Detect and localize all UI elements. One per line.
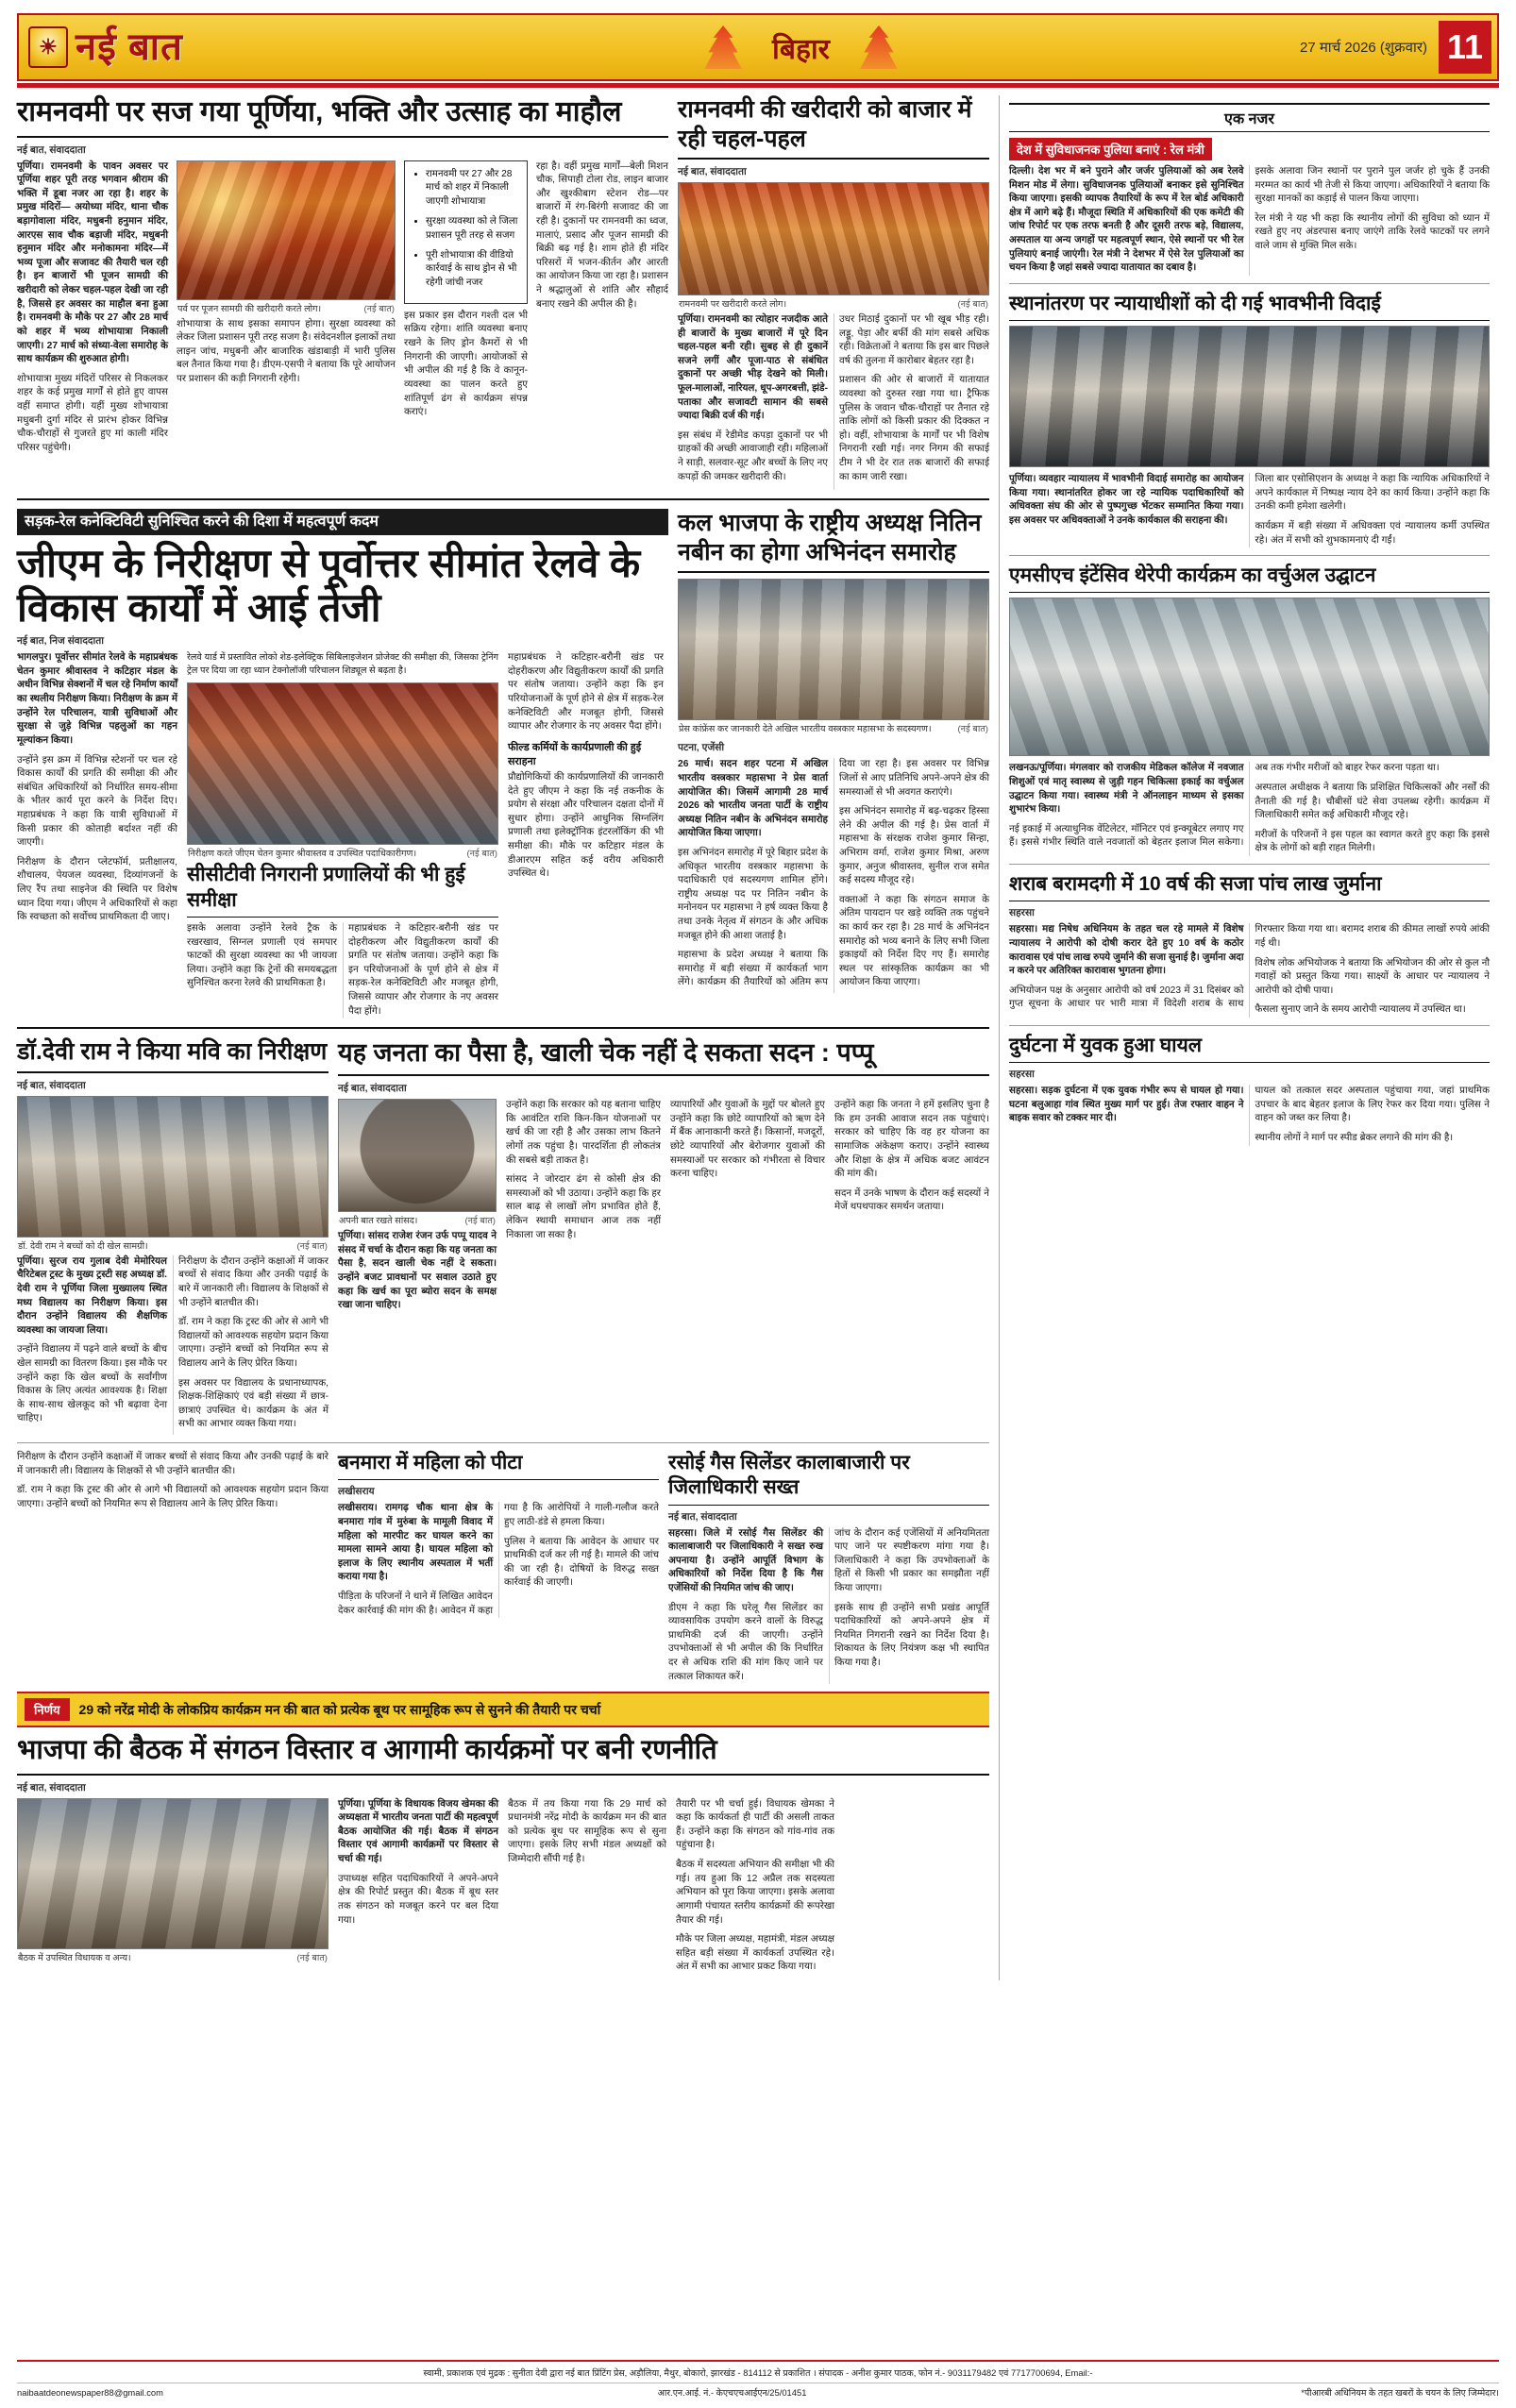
story-paragraph: सांसद ने जोरदार ढंग से कोसी क्षेत्र की समस्याओं को भी उठाया। उन्होंने कहा कि हर साल बाढ़ से लाखों लोग प्रभावित होते हैं, लेकिन स्थायी समाधान आज तक नहीं निकाला जा सका है। <box>506 1174 661 1240</box>
caption-text: बैठक में उपस्थित विधायक व अन्य। <box>18 1952 131 1963</box>
photo-credit: (नई बात) <box>466 849 497 860</box>
masthead-brand <box>19 26 302 68</box>
contact-email: naibaatdeonewspaper88@gmail.com <box>17 2387 163 2398</box>
caption-text: डॉ. देवी राम ने बच्चों को दी खेल सामग्री। <box>18 1240 148 1252</box>
story-paragraph: जिला बार एसोसिएशन के अध्यक्ष ने कहा कि न्यायिक अधिकारियों ने अपने कार्यकाल में निष्पक्ष न्याय देने का कार्य किया। उन्होंने कहा कि उनकी कमी हमेशा खलेगी। <box>1255 474 1490 513</box>
byline: लखीसराय <box>338 1486 375 1498</box>
story-paragraph: महासभा के प्रदेश अध्यक्ष ने बताया कि समारोह में बड़ी संख्या में कार्यकर्ता भाग लेंगे। कार्यक्रम की तैयारियों को अंतिम रूप दिया जा रहा है। इस अवसर पर विभिन्न जिलों से आए प्रतिनिधि अपने-अपने क्षेत्र की समस्याओं से भी अवगत कराएंगे। <box>678 759 989 988</box>
right-rail <box>999 95 1490 1980</box>
story-paragraph: शोभायात्रा के साथ इसका समापन होगा। सुरक्षा व्यवस्था को लेकर जिला प्रशासन पूरी तरह सजग है। संवेदनशील इलाकों तथा लाइन जांच, मधुबनी और बाजारिक खंडाबाड़ी में भारी पुलिस बल तैनात किया गया है। डीएम-एसपी ने बताया कि पूरे आयोजन पर प्रशासन की कड़ी निगरानी रहेगी। <box>177 318 396 385</box>
story-paragraph: इस अवसर पर विद्यालय के प्रधानाध्यापक, शिक्षक-शिक्षिकाएं एवं बड़ी संख्या में छात्र-छात्राएं उपस्थित थे। कार्यक्रम के अंत में सभी का आभार व्यक्त किया गया। <box>178 1377 328 1430</box>
photo-caption <box>678 720 989 738</box>
temple-icon <box>699 25 748 69</box>
photo-credit: (नई बात) <box>464 1216 496 1227</box>
photo-caption <box>17 1238 328 1255</box>
story-paragraph: सहरसा। सड़क दुर्घटना में एक युवक गंभीर रूप से घायल हो गया। घटना बलुआहा गांव स्थित मुख्य मार्ग पर हुई। तेज रफ्तार वाहन ने बाइक सवार को टक्कर मार दी। <box>1009 1086 1244 1124</box>
hospital-icu-photo <box>1009 598 1490 756</box>
devi-ram-story <box>17 1037 328 1435</box>
photo-caption <box>17 1949 328 1967</box>
photo-credit: (नई बात) <box>363 303 395 314</box>
story-paragraph: इस अभिनंदन समारोह में बढ़-चढ़कर हिस्सा लेने की अपील की गई है। प्रेस वार्ता में महासभा के संरक्षक राजेश कुमार सिन्हा, अभिराम वर्मा, राजेश कुमार मिश्रा, अरुण कुमार, अनुज श्रीवास्तव, सुनील राज समेत कई सदस्य मौजूद रहे। <box>839 806 989 886</box>
story-paragraph: उधर मिठाई दुकानों पर भी खूब भीड़ रही। लड्डू, पेड़ा और बर्फी की मांग सबसे अधिक रही। विक्रेताओं ने बताया कि इस बार पिछले वर्ष की तुलना में कारोबार बेहतर रहा है। <box>839 314 989 366</box>
story-paragraph: इस अभिनंदन समारोह में पूरे बिहार प्रदेश के अधिकृत भारतीय वस्त्रकार महासभा के पदाधिकारी एवं सदस्यगण शामिल होंगे। राष्ट्रीय अध्यक्ष पद पर नितिन नबीन के मनोनयन पर महासभा ने हर्ष व्यक्त किया है तथा उनके नेतृत्व में संगठन के और अधिक मजबूत होने की आशा जताई है। <box>678 847 828 941</box>
page-footer <box>17 2360 1499 2399</box>
byline: नई बात, निज संवाददाता <box>17 635 104 648</box>
story-headline: जीएम के निरीक्षण से पूर्वोत्तर सीमांत रेलवे के विकास कार्यों में आई तेजी <box>17 540 641 631</box>
byline: पटना, एजेंसी <box>678 742 725 754</box>
story-paragraph: सहरसा। मद्य निषेध अधिनियम के तहत चल रहे मामले में विशेष न्यायालय ने आरोपी को दोषी करार देते हुए 10 वर्ष के कठोर कारावास एवं पांच लाख रुपये जुर्माने की सजा सुनाई है। जुर्माना अदा न करने पर अतिरिक्त कारावास भुगतना होगा। <box>1009 924 1244 977</box>
story-paragraph: पूर्णिया। रामनवमी का त्योहार नजदीक आते ही बाजारों के मुख्य बाजारों में पूरे दिन चहल-पहल बनी रही। सुबह से ही दुकानें सजने लगीं और पूजा-पाठ से संबंधित दुकानों पर अच्छी भीड़ देखने को मिली। फूल-मालाओं, नारियल, धूप-अगरबत्ती, झंडे-पताका और सजावटी सामान की सबसे ज्यादा बिक्री दर्ज की गई। <box>678 314 828 422</box>
story-paragraph: अभियोजन पक्ष के अनुसार आरोपी को वर्ष 2023 में 31 दिसंबर को गुप्त सूचना के आधार पर भारी मात्रा में विदेशी शराब के साथ गिरफ्तार किया गया था। बरामद शराब की कीमत लाखों रुपये आंकी गई थी। <box>1009 924 1490 1010</box>
story-paragraph: बैठक में तय किया गया कि 29 मार्च को प्रधानमंत्री नरेंद्र मोदी के कार्यक्रम मन की बात को प्रत्येक बूथ पर सामूहिक रूप से सुना जाएगा। इसके लिए सभी मंडल अध्यक्षों को जिम्मेदारी सौंपी गई है। <box>508 1798 666 1865</box>
market-crowd-photo <box>678 182 989 295</box>
pappu-story <box>338 1037 989 1435</box>
photo-credit: (नई बात) <box>296 1240 328 1252</box>
strip-tag: निर्णय <box>25 1698 70 1721</box>
story-paragraph: इसके साथ ही उन्होंने सभी प्रखंड आपूर्ति पदाधिकारियों को अपने-अपने क्षेत्र में नियमित निगरानी रखने का निर्देश दिया है। शिकायत के लिए नियंत्रण कक्ष भी स्थापित किया गया है। <box>834 1602 989 1669</box>
byline: सहरसा <box>1009 907 1035 919</box>
accident-headline: दुर्घटना में युवक हुआ घायल <box>1009 1034 1490 1063</box>
photo-caption <box>187 845 498 863</box>
story-paragraph: सहरसा। जिले में रसोई गैस सिलेंडर की कालाबाजारी पर जिलाधिकारी ने सख्त रुख अपनाया है। उन्होंने आपूर्ति विभाग के अधिकारियों को निर्देश दिया है कि गैस एजेंसियों की नियमित जांच की जाए। <box>668 1527 823 1593</box>
photo-credit: (नई बात) <box>957 724 988 735</box>
masthead-rule <box>17 83 1499 88</box>
bjp-meeting-photo <box>17 1798 328 1949</box>
story-paragraph: शोभायात्रा मुख्य मंदिरों परिसर से निकलकर शहर के कई प्रमुख मार्गों से होते हुए वापस वहीं समाप्त होगी। यहीं मुख्य शोभायात्रा मधुबनी दुर्गा मंदिर से प्रारंभ होकर विभिन्न चौक-चौराहों से गुजरते हुए मां काली मंदिर परिसर पहुंचेगी। <box>17 373 168 453</box>
story-paragraph: महाप्रबंधक ने कटिहार-बरौनी खंड पर दोहरीकरण और विद्युतीकरण कार्यों की प्रगति पर संतोष जताया। उन्होंने कहा कि इन परियोजनाओं के पूर्ण होने से क्षेत्र में सड़क-रेल कनेक्टिविटी और मजबूत होगी, जिससे व्यापार और रोजगार के नए अवसर पैदा होंगे। <box>348 922 498 1017</box>
story-paragraph: निरीक्षण के दौरान उन्होंने कक्षाओं में जाकर बच्चों से संवाद किया और उनकी पढ़ाई के बारे में जानकारी ली। विद्यालय के शिक्षकों से भी उन्होंने बातचीत की। <box>178 1255 328 1308</box>
story-paragraph: पीड़िता के परिजनों ने थाने में लिखित आवेदन देकर कार्रवाई की मांग की है। आवेदन में कहा गया है कि आरोपियों ने गाली-गलौज करते हुए लाठी-डंडे से हमला किया। <box>338 1503 659 1616</box>
bjp-state-story <box>678 509 989 1019</box>
caption-text: निरीक्षण करते जीएम चेतन कुमार श्रीवास्तव व उपस्थित पदाधिकारीगण। <box>188 849 417 860</box>
photo-caption <box>678 295 989 313</box>
bjp-meeting-story <box>17 1734 989 1980</box>
story-paragraph: जांच के दौरान कई एजेंसियों में अनियमितता पाए जाने पर स्पष्टीकरण मांगा गया है। जिलाधिकारी ने कहा कि उपभोक्ताओं के हितों से किसी भी प्रकार का समझौता नहीं किया जाएगा। <box>834 1527 989 1593</box>
caption-text: पर्व पर पूजन सामग्री की खरीदारी करते लोग। <box>177 303 322 314</box>
story-paragraph: वक्ताओं ने कहा कि संगठन समाज के अंतिम पायदान पर खड़े व्यक्ति तक पहुंचने का कार्य कर रहा है। 28 मार्च के अभिनंदन समारोह को भव्य बनाने के लिए सभी जिला इकाइयों को निर्देश दिए गए हैं। समारोह स्थल पर सांस्कृतिक कार्यक्रम का भी आयोजन किया जाएगा। <box>839 894 989 988</box>
page-number: 11 <box>1439 21 1491 74</box>
prb-note: *पीआरबी अधिनियम के तहत खबरों के चयन के लिए जिम्मेदार। <box>1301 2387 1499 2398</box>
mp-portrait-photo <box>338 1099 497 1212</box>
byline: नई बात, संवाददाता <box>668 1510 737 1523</box>
story-paragraph: उपाध्यक्ष सहित पदाधिकारियों ने अपने-अपने क्षेत्र की रिपोर्ट प्रस्तुत की। बैठक में बूथ स्तर तक संगठन को मजबूत करने पर बल दिया गया। <box>338 1873 498 1926</box>
story-paragraph: पूर्णिया। सुरज राय गुलाब देवी मेमोरियल चैरिटेबल ट्रस्ट के मुख्य ट्रस्टी सह अध्यक्ष डॉ. देवी राम ने पूर्णिया जिला मुख्यालय स्थित मध्य विद्यालय का निरीक्षण किया। इस दौरान उन्होंने विद्यालय की शैक्षणिक व्यवस्था का जायजा लिया। <box>17 1255 167 1336</box>
story-paragraph: उन्होंने कहा कि जनता ने हमें इसलिए चुना है कि हम उनकी आवाज सदन तक पहुंचाएं। सरकार को चाहिए कि वह हर योजना का सामाजिक अंकेक्षण कराए। उन्होंने स्वास्थ्य और शिक्षा के क्षेत्र में अधिक बजट आवंटन की मांग की। <box>834 1100 989 1180</box>
imprint-line: स्वामी, प्रकाशक एवं मुद्रक : सुनीता देवी द्वारा नई बात प्रिंटिंग प्रेस, अड़ौलिया, मैथुर, बोकारो, झारखंड - 814112 से प्रकाशित । संपादक - अनीश कुमार पाठक, फोन नं.- 9031179482 एवं 7717700694, Email:- <box>423 2367 1093 2379</box>
railway-inspection-photo <box>187 682 498 845</box>
story-paragraph: इसके अलावा जिन स्थानों पर पुराने पुल जर्जर हो चुके हैं उनकी मरम्मत का कार्य भी तेजी से किया जाएगा। अधिकारियों ने बताया कि सुरक्षा मानकों का कड़ाई से पालन किया जाएगा। <box>1255 166 1490 205</box>
edition-label: बिहार <box>772 33 830 65</box>
section-divider <box>17 1442 989 1443</box>
story-paragraph: पूर्णिया। सांसद राजेश रंजन उर्फ पप्पू यादव ने संसद में चर्चा के दौरान कहा कि यह जनता का पैसा है, सदन खाली चेक नहीं दे सकता। उन्होंने बजट प्रावधानों पर सवाल उठाते हुए कहा कि खर्च का पूरा ब्योरा सदन के समक्ष रखा जाना चाहिए। <box>338 1231 497 1311</box>
photo-caption <box>338 1212 497 1230</box>
temple-decoration-photo <box>177 160 396 300</box>
farewell-headline: स्थानांतरण पर न्यायाधीशों को दी गई भावभीनी विदाई <box>1009 292 1490 321</box>
rni-number: आर.एन.आई. नं.- केएचएचआईएन/25/01451 <box>657 2387 807 2398</box>
lawyers-farewell-photo <box>1009 326 1490 467</box>
key-point: • पूरी शोभायात्रा की वीडियो कार्रवाई के साथ ड्रोन से भी रहेगी जांची नजर <box>426 249 519 291</box>
story-paragraph: स्थानीय लोगों ने मार्ग पर स्पीड ब्रेकर लगाने की मांग की है। <box>1255 1133 1454 1144</box>
key-points-box <box>404 160 528 304</box>
lead-story <box>17 95 668 490</box>
page-body <box>17 95 1499 1980</box>
story-paragraph: प्रौद्योगिकियों की कार्यप्रणालियों की जानकारी देते हुए जीएम ने कहा कि नई तकनीक के प्रयोग से संरक्षा और परिचालन दक्षता दोनों में सुधार होगा। उन्होंने आधुनिक सिग्नलिंग प्रणाली तथा इलेक्ट्रॉनिक इंटरलॉकिंग की भी समीक्षा की। मौके पर कटिहार मंडल के डीआरएम सहित कई वरीय अधिकारी उपस्थित थे। <box>508 771 664 880</box>
story-headline: रामनवमी की खरीदारी को बाजार में रही चहल-पहल <box>678 95 989 160</box>
story-paragraph: इस संबंध में रेडीमेड कपड़ा दुकानों पर भी ग्राहकों की अच्छी आवाजाही रही। महिलाओं ने साड़ी, सलवार-सूट और बच्चों के लिए नए कपड़ों की जमकर खरीदारी की। <box>678 429 829 482</box>
caption-text: प्रेस कांफ्रेंस कर जानकारी देते अखिल भारतीय वस्त्रकार महासभा के सदस्यगण। <box>679 724 932 735</box>
story-paragraph: व्यापारियों और युवाओं के मुद्दों पर बोलते हुए उन्होंने कहा कि छोटे व्यापारियों को ऋण देने में बैंक आनाकानी करते हैं। किसानों, मजदूरों, छोटे व्यापारियों और बेरोजगार युवाओं की समस्याओं पर सरकार को गंभीरता से विचार करना चाहिए। <box>670 1100 825 1180</box>
story-subhead: फील्ड कर्मियों के कार्यप्रणाली की हुई सराहना <box>508 741 642 767</box>
story-kicker: सड़क-रेल कनेक्टिविटी सुनिश्चित करने की दिशा में महत्वपूर्ण कदम <box>17 509 668 534</box>
story-paragraph: रहा है। वहीं प्रमुख मार्गों—बेली मिशन चौक, सिपाही टोला रोड, लाइन बाजार और खुश्कीबाग स्टेशन रोड—पर बाजारों में रंग-बिरंगी सजावट की जा रही है। दुकानों पर रामनवमी का ध्वज, मालाएं, प्रसाद और पूजन सामग्री की बिक्री बढ़ गई है। शाम होते ही मंदिर परिसरों में भजन-कीर्तन और आरती का आयोजन किया जा रहा है। प्रशासन ने श्रद्धालुओं से शांति और सौहार्द बनाए रखने की अपील की है। <box>536 160 668 310</box>
story-paragraph: तैयारी पर भी चर्चा हुई। विधायक खेमका ने कहा कि कार्यकर्ता ही पार्टी की असली ताकत हैं। उन्होंने कहा कि संगठन को गांव-गांव तक पहुंचाना है। <box>676 1798 834 1851</box>
rail-minister-headline: देश में सुविधाजनक पुलिया बनाएं : रेल मंत्री <box>1009 138 1212 160</box>
story-paragraph: डॉ. राम ने कहा कि ट्रस्ट की ओर से आगे भी विद्यालयों को आवश्यक सहयोग प्रदान किया जाएगा। उन्होंने बच्चों को नियमित रूप से विद्यालय आने के लिए प्रेरित किया। <box>178 1317 328 1369</box>
story-paragraph: निरीक्षण के दौरान उन्होंने कक्षाओं में जाकर बच्चों से संवाद किया और उनकी पढ़ाई के बारे में जानकारी ली। विद्यालय के शिक्षकों से भी उन्होंने बातचीत की। <box>17 1452 328 1476</box>
issue-date: 27 मार्च 2026 (शुक्रवार) <box>1299 40 1427 56</box>
story-paragraph: नई इकाई में अत्याधुनिक वेंटिलेटर, मॉनिटर एवं इन्क्यूबेटर लगाए गए हैं। इससे गंभीर स्थिति वाले नवजातों को बेहतर इलाज मिल सकेगा। अब तक गंभीर मरीजों को बाहर रेफर करना पड़ता था। <box>1009 763 1440 849</box>
story-paragraph: इस प्रकार इस दौरान गश्ती दल भी सक्रिय रहेगा। शांति व्यवस्था बनाए रखने के लिए ड्रोन कैमरों से भी निगरानी की जाएगी। आयोजकों से भी अपील की गई है कि वे कानून-व्यवस्था का पालन करते हुए शांतिपूर्ण ढंग से कार्यक्रम संपन्न कराएं। <box>404 310 528 418</box>
story-paragraph: मौके पर जिला अध्यक्ष, महामंत्री, मंडल अध्यक्ष सहित बड़ी संख्या में कार्यकर्ता उपस्थित रहे। अंत में सभी का आभार प्रकट किया गया। <box>676 1934 834 1973</box>
story-paragraph: कार्यक्रम में बड़ी संख्या में अधिवक्ता एवं न्यायालय कर्मी उपस्थित रहे। अंत में सभी को शुभकामनाएं दी गईं। <box>1255 520 1490 546</box>
story-paragraph: डॉ. राम ने कहा कि ट्रस्ट की ओर से आगे भी विद्यालयों को आवश्यक सहयोग प्रदान किया जाएगा। उन्होंने बच्चों को नियमित रूप से विद्यालय आने के लिए प्रेरित किया। <box>17 1485 328 1509</box>
main-column <box>17 95 989 1980</box>
section-divider <box>1009 555 1490 556</box>
story-paragraph: पूर्णिया। पूर्णिया के विधायक विजय खेमका की अध्यक्षता में भारतीय जनता पार्टी की महत्वपूर्ण बैठक आयोजित की गई। बैठक में संगठन विस्तार एवं आगामी कार्यक्रमों पर विस्तार से चर्चा की गई। <box>338 1798 498 1865</box>
gas-cylinder-story <box>668 1451 989 1684</box>
decision-strip <box>17 1692 989 1727</box>
photo-credit: (नई बात) <box>957 299 988 310</box>
story-paragraph: फैसला सुनाए जाने के समय आरोपी न्यायालय में उपस्थित था। <box>1255 1004 1466 1016</box>
story-headline: भाजपा की बैठक में संगठन विस्तार व आगामी कार्यक्रमों पर बनी रणनीति <box>17 1734 989 1775</box>
story-paragraph: इसके अलावा उन्होंने रेलवे ट्रैक के रखरखाव, सिग्नल प्रणाली एवं समपार फाटकों की सुरक्षा व्यवस्था का भी जायजा लिया। उन्होंने कहा कि ट्रेनों की समयबद्धता सुनिश्चित करना रेलवे की प्राथमिकता है। <box>187 922 337 989</box>
imprint-details <box>17 2383 1499 2399</box>
photo-credit: (नई बात) <box>296 1952 328 1963</box>
story-headline: डॉ.देवी राम ने किया मवि का निरीक्षण <box>17 1037 328 1073</box>
story-headline: बनमारा में महिला को पीटा <box>338 1451 659 1480</box>
story-paragraph: महाप्रबंधक ने कटिहार-बरौनी खंड पर दोहरीकरण और विद्युतीकरण कार्यों की प्रगति पर संतोष जताया। उन्होंने कहा कि इन परियोजनाओं के पूर्ण होने से क्षेत्र में सड़क-रेल कनेक्टिविटी और मजबूत होगी, जिससे व्यापार और रोजगार के नए अवसर पैदा होंगे। <box>508 652 664 733</box>
story-headline: रसोई गैस सिलेंडर कालाबाजारी पर जिलाधिकारी सख्त <box>668 1451 989 1506</box>
paper-name: नई बात <box>76 26 183 68</box>
section-divider <box>1009 864 1490 865</box>
market-story <box>678 95 989 490</box>
page-title: रामनवमी पर सज गया पूर्णिया, भक्ति और उत्साह का माहौल <box>17 95 668 138</box>
key-point: • सुरक्षा व्यवस्था को ले जिला प्रशासन पूरी तरह से सजग <box>426 215 519 244</box>
story-paragraph: सदन में उनके भाषण के दौरान कई सदस्यों ने मेजें थपथपाकर समर्थन जताया। <box>834 1187 989 1213</box>
story-paragraph: उन्होंने कहा कि सरकार को यह बताना चाहिए कि आवंटित राशि किन-किन योजनाओं पर खर्च की जा रही है और उसका लाभ कितने लोगों तक पहुंचा है। पारदर्शिता ही लोकतंत्र की सबसे बड़ी ताकत है। <box>506 1100 661 1166</box>
story-paragraph: पूर्णिया। व्यवहार न्यायालय में भावभीनी विदाई समारोह का आयोजन किया गया। स्थानांतरित होकर जा रहे न्यायिक पदाधिकारियों को अधिवक्ता संघ की ओर से पुष्पगुच्छ भेंटकर सम्मानित किया गया। इस अवसर पर अधिवक्ताओं ने उनके कार्यकाल की सराहना की। <box>1009 474 1244 526</box>
story-paragraph: डीएम ने कहा कि घरेलू गैस सिलेंडर का व्यावसायिक उपयोग करने वालों के विरुद्ध प्राथमिकी दर्ज की जाएगी। उन्होंने उपभोक्ताओं से भी अपील की कि निर्धारित दर से अधिक राशि की मांग किए जाने पर तत्काल शिकायत करें। <box>668 1602 823 1682</box>
story-paragraph: पूर्णिया। रामनवमी के पावन अवसर पर पूर्णिया शहर पूरी तरह भगवान श्रीराम की भक्ति में डूबा नजर आ रहा है। शहर के प्रमुख मंदिरों— अयोध्या मंदिर, थाना चौक बड़ागोवाला मंदिर, मधुबनी हनुमान मंदिर, आरएस साव चौक बड़ाजी मंदिर, मधुबनी हनुमान मंदिर और मनोकामना मंदिर—में भव्य पूजा और सजावट की तैयारी चल रही है। इन बाजारों भी पूजन सामग्री की खरीदारी को लेकर चहल-पहल देखी जा रही है, जिससे हर अवसर का माहौल बना हुआ है। रामनवमी के मौके पर 27 और 28 मार्च को शहर में भव्य शोभायात्रा निकाली जाएगी। 27 मार्च को संध्या-वेला समारोह के साथ कार्यक्रम की शुरुआत होगी। <box>17 160 168 365</box>
story-paragraph: विशेष लोक अभियोजक ने बताया कि अभियोजन की ओर से कुल नौ गवाहों को प्रस्तुत किया गया। साक्ष्यों के आधार पर न्यायालय ने आरोपी को दोषी पाया। <box>1255 957 1490 996</box>
temple-icon <box>854 25 903 69</box>
story-paragraph: लखीसराय। रामगढ़ चौक थाना क्षेत्र के बनमारा गांव में मुरुंबा के मामूली विवाद में महिला को मारपीट कर घायल करने का मामला सामने आया है। घायल महिला को इलाज के लिए स्थानीय अस्पताल में भर्ती कराया गया है। <box>338 1503 493 1583</box>
photo-note: रेलवे यार्ड में प्रस्तावित लोको शेड-इलेक्ट्रिक सिबिलाइजेशन प्रोजेक्ट की समीक्षा की, जिसका ट्रेनिंग ट्रेल पर दिया जा रहा ध्यान टेक्नोलॉजी परिचालन शिड्यूल से बढ़ता है। <box>187 652 498 676</box>
story-paragraph: मरीजों के परिजनों ने इस पहल का स्वागत करते हुए कहा कि इससे क्षेत्र के लोगों को बड़ी राहत मिलेगी। <box>1255 829 1490 854</box>
section-divider <box>1009 1025 1490 1026</box>
key-point: • रामनवमी पर 27 और 28 मार्च को शहर में निकाली जाएगी शोभायात्रा <box>426 168 519 210</box>
school-inspection-photo <box>17 1096 328 1238</box>
photo-caption <box>177 300 396 318</box>
section-title: एक नजर <box>1009 103 1490 132</box>
story-headline: कल भाजपा के राष्ट्रीय अध्यक्ष नितिन नबीन का होगा अभिनंदन समारोह <box>678 509 989 573</box>
section-divider <box>1009 283 1490 284</box>
story-paragraph: प्रशासन की ओर से बाजारों में यातायात व्यवस्था को दुरुस्त रखा गया था। ट्रैफिक पुलिस के जवान चौक-चौराहों पर तैनात रहे ताकि लोगों को किसी प्रकार की दिक्कत न हो। वहीं, शोभायात्रा के मार्गों पर भी विशेष निगरानी रखी गई। नगर निगम की सफाई टीम ने भी देर रात तक बाजारों की सफाई का काम जारी रखा। <box>839 375 989 482</box>
icu-headline: एमसीएच इंटेंसिव थेरेपी कार्यक्रम का वर्चुअल उद्घाटन <box>1009 564 1490 593</box>
story-paragraph: बैठक में सदस्यता अभियान की समीक्षा भी की गई। तय हुआ कि 12 अप्रैल तक सदस्यता अभियान को पूरा किया जाएगा। इसके अलावा आगामी पंचायत स्तरीय कार्यक्रमों की रूपरेखा तैयार की गई। <box>676 1860 834 1926</box>
byline: नई बात, संवाददाता <box>17 143 86 156</box>
byline: नई बात, संवाददाता <box>678 166 747 177</box>
sun-face-icon: ☀ <box>28 26 68 68</box>
section-divider <box>17 498 989 500</box>
caption-text: रामनवमी पर खरीदारी करते लोग। <box>679 299 787 310</box>
masthead-right <box>1300 21 1497 74</box>
byline: नई बात, संवाददाता <box>338 1083 407 1095</box>
story-paragraph: अस्पताल अधीक्षक ने बताया कि प्रशिक्षित चिकित्सकों और नर्सों की तैनाती की गई है। चौबीसों घंटे सेवा उपलब्ध रहेगी। कार्यक्रम में जिलाधिकारी समेत कई अधिकारी मौजूद रहे। <box>1255 783 1490 821</box>
story-paragraph: उन्होंने विद्यालय में पढ़ने वाले बच्चों के बीच खेल सामग्री का वितरण किया। इस मौके पर उन्होंने कहा कि खेल बच्चों के सर्वांगीण विकास के लिए अत्यंत आवश्यक है। शिक्षा के साथ-साथ खेलकूद को भी बढ़ावा देना चाहिए। <box>17 1344 167 1424</box>
story-subhead: सीसीटीवी निगरानी प्रणालियों की भी हुई समीक्षा <box>187 863 498 918</box>
woman-beaten-story <box>338 1451 659 1684</box>
masthead <box>17 13 1499 81</box>
railway-story <box>17 509 668 1019</box>
caption-text: अपनी बात रखते सांसद। <box>339 1216 418 1227</box>
story-paragraph: घायल को तत्काल सदर अस्पताल पहुंचाया गया, जहां प्राथमिक उपचार के बाद बेहतर इलाज के लिए रेफर कर दिया गया। पुलिस ने वाहन को जब्त कर लिया है। <box>1255 1086 1490 1124</box>
devi-ram-story-cont <box>17 1451 328 1684</box>
story-headline: यह जनता का पैसा है, खाली चेक नहीं दे सकता सदन : पप्पू <box>338 1037 989 1076</box>
story-paragraph: पुलिस ने बताया कि आवेदन के आधार पर प्राथमिकी दर्ज कर ली गई है। मामले की जांच की जा रही है। दोषियों के विरुद्ध सख्त कार्रवाई की जाएगी। <box>504 1536 659 1589</box>
story-paragraph: रेल मंत्री ने यह भी कहा कि स्थानीय लोगों की सुविधा को ध्यान में रखते हुए नए अंडरपास बनाए जाएंगे ताकि रेलवे फाटकों पर लगने वाले जाम से मुक्ति मिल सके। <box>1255 212 1490 252</box>
story-paragraph: भागलपुर। पूर्वोत्तर सीमांत रेलवे के महाप्रबंधक चेतन कुमार श्रीवास्तव ने कटिहार मंडल के अधीन विभिन्न सेक्शनों में चल रहे निर्माण कार्यों का स्थलीय निरीक्षण किया। निरीक्षण के क्रम में उन्होंने रेल परिचालन, यात्री सुविधाओं और सुरक्षा से जुड़े विभिन्न पहलुओं का गहन मूल्यांकन किया। <box>17 652 177 746</box>
byline: नई बात, संवाददाता <box>17 1079 86 1091</box>
story-paragraph: 26 मार्च। सदन शहर पटना में अखिल भारतीय वस्त्रकार महासभा ने प्रेस वार्ता आयोजित की। जिसमें आगामी 28 मार्च 2026 को भारतीय जनता पार्टी के राष्ट्रीय अध्यक्ष नितिन नबीन के अभिनंदन समारोह आयोजित किया जाएगा। <box>678 759 828 839</box>
liquor-headline: शराब बरामदगी में 10 वर्ष की सजा पांच लाख जुर्माना <box>1009 872 1490 901</box>
masthead-center <box>302 25 1300 69</box>
story-paragraph: लखनऊ/पूर्णिया। मंगलवार को राजकीय मेडिकल कॉलेज में नवजात शिशुओं एवं मातृ स्वास्थ्य से जुड़ी गहन चिकित्सा इकाई का वर्चुअल उद्घाटन किया गया। स्वास्थ्य मंत्री ने ऑनलाइन माध्यम से इसका शुभारंभ किया। <box>1009 763 1244 816</box>
byline: सहरसा <box>1009 1069 1035 1081</box>
byline: नई बात, संवाददाता <box>17 1781 86 1793</box>
story-paragraph: दिल्ली। देश भर में बने पुराने और जर्जर पुलियाओं को अब रेलवे मिशन मोड में लेगा। सुविधाजनक पुलियाओं बनाकर इसे सुनिश्चित किया जाएगा। इसकी व्यापक तैयारियों के रूप में रेल बोर्ड अधिकारी क्षेत्र में आगे बढ़े हैं। मौजूदा स्थिति में अधिकारियों की एक कमेटी की जांच रिपोर्ट पर एक तरफ बनती है और दूसरी तरफ बड़े, विद्यालय, अस्पताल या अन्य जगहों पर महत्वपूर्ण स्थान, ऐसे स्थानों पर भी रेल पुलियाएं बनाई जाएंगी। रेल मंत्री ने देशभर में ऐसे रेल पुलियाओं का चयन किया है जहां सबसे ज्यादा यातायात का दबाव है। <box>1009 166 1244 274</box>
section-divider <box>17 1027 989 1029</box>
story-paragraph: उन्होंने इस क्रम में विभिन्न स्टेशनों पर चल रहे विकास कार्यों की प्रगति की समीक्षा की और संबंधित अधिकारियों को निर्धारित समय-सीमा के भीतर कार्य पूरा करने के निर्देश दिए। महाप्रबंधक ने कहा कि यात्री सुविधाओं में किसी प्रकार की कोताही बर्दाश्त नहीं की जाएगी। <box>17 754 177 849</box>
press-conference-photo <box>678 579 989 720</box>
story-paragraph: निरीक्षण के दौरान प्लेटफॉर्म, प्रतीक्षालय, शौचालय, पेयजल व्यवस्था, दिव्यांगजनों के लिए रैंप तथा साइनेज की स्थिति पर विशेष ध्यान दिया गया। जीएम ने अधिकारियों से कहा कि स्वच्छता को सर्वोच्च प्राथमिकता दी जाए। <box>17 856 177 923</box>
strip-text: 29 को नरेंद्र मोदी के लोकप्रिय कार्यक्रम मन की बात को प्रत्येक बूथ पर सामूहिक रूप से सुनने की तैयारी पर चर्चा <box>78 1701 601 1717</box>
